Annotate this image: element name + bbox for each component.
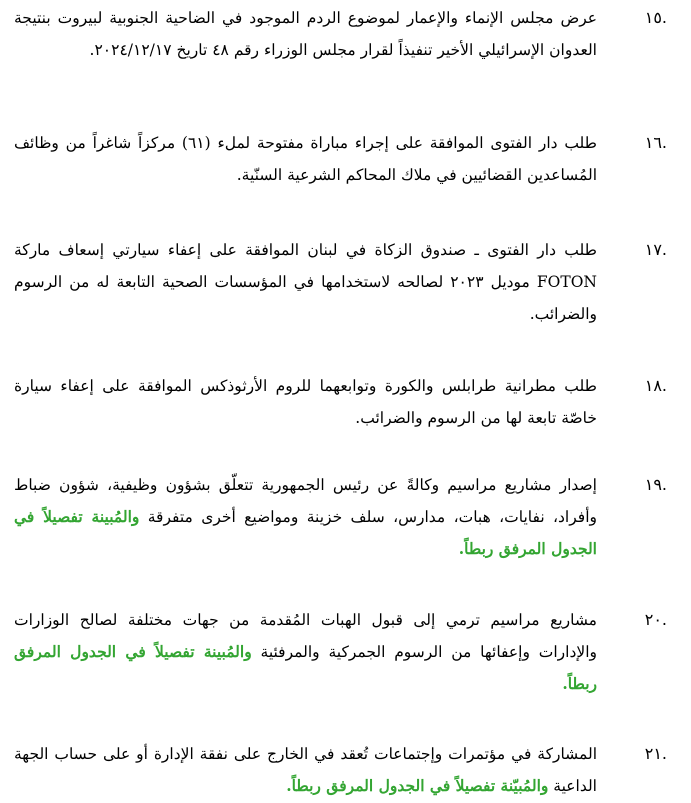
agenda-item-17 [14, 234, 677, 330]
item-number: ١٧. [644, 240, 667, 259]
item-number: ١٩. [644, 475, 667, 494]
agenda-item-21 [14, 738, 677, 802]
item-text [14, 2, 597, 66]
item-body: إصدار مشاريع مراسيم وكالةً عن رئيس الجمهورية تتعلّق بشؤون وظيفية، شؤون ضباط وأفراد، نفايات، هبات، مدارس، سلف خزينة ومواضيع أخرى متفرقة [14, 476, 597, 526]
item-text [14, 604, 597, 700]
item-text [14, 469, 597, 565]
agenda-item-20 [14, 604, 677, 700]
item-body: طلب دار الفتوى الموافقة على إجراء مباراة مفتوحة لملء (٦١) مركزاً شاغراً من وظائف المُساعدين القضائيين في ملاك المحاكم الشرعية السنّية. [14, 134, 598, 184]
item-text [14, 127, 597, 191]
agenda-item-15 [14, 2, 677, 66]
item-highlight: والمُبينة تفصيلاً في الجدول المرفق ربطاً. [14, 507, 597, 558]
item-body: طلب مطرانية طرابلس والكورة وتوابعهما للروم الأرثوذكس الموافقة على إعفاء سيارة خاصّة تابعة لها من الرسوم والضرائب. [14, 377, 597, 427]
item-text [14, 234, 597, 330]
agenda-item-18 [14, 370, 677, 434]
item-highlight: والمُبيّنة تفصيلاً في الجدول المرفق ربطاً. [286, 776, 549, 795]
agenda-item-16 [14, 127, 677, 191]
item-number: ١٨. [644, 376, 667, 395]
item-text [14, 738, 597, 802]
item-body: المشاركة في مؤتمرات وإجتماعات تُعقد في الخارج على نفقة الإدارة أو على حساب الجهة الداعية [14, 745, 597, 795]
item-highlight: والمُبينة تفصيلاً في الجدول المرفق ربطاً. [14, 642, 597, 693]
item-number: ٢٠. [644, 610, 667, 629]
item-text [14, 370, 597, 434]
item-number: ٢١. [644, 744, 667, 763]
item-number: ١٦. [644, 133, 667, 152]
agenda-item-19 [14, 469, 677, 565]
item-body: مشاريع مراسيم ترمي إلى قبول الهبات المُقدمة من جهات مختلفة لصالح الوزارات والإدارات وإعفائها من الرسوم الجمركية والمرفئية [14, 611, 597, 661]
item-number: ١٥. [644, 8, 667, 27]
item-body: طلب دار الفتوى ـ صندوق الزكاة في لبنان الموافقة على إعفاء سيارتي إسعاف ماركة FOTON موديل ٢٠٢٣ لصالحه لاستخدامها في المؤسسات الصحية التابعة له من الرسوم والضرائب. [14, 241, 597, 323]
item-body: عرض مجلس الإنماء والإعمار لموضوع الردم الموجود في الضاحية الجنوبية لبيروت بنتيجة العدوان الإسرائيلي الأخير تنفيذاً لقرار مجلس الوزراء رقم ٤٨ تاريخ ٢٠٢٤/١٢/١٧. [14, 9, 597, 59]
